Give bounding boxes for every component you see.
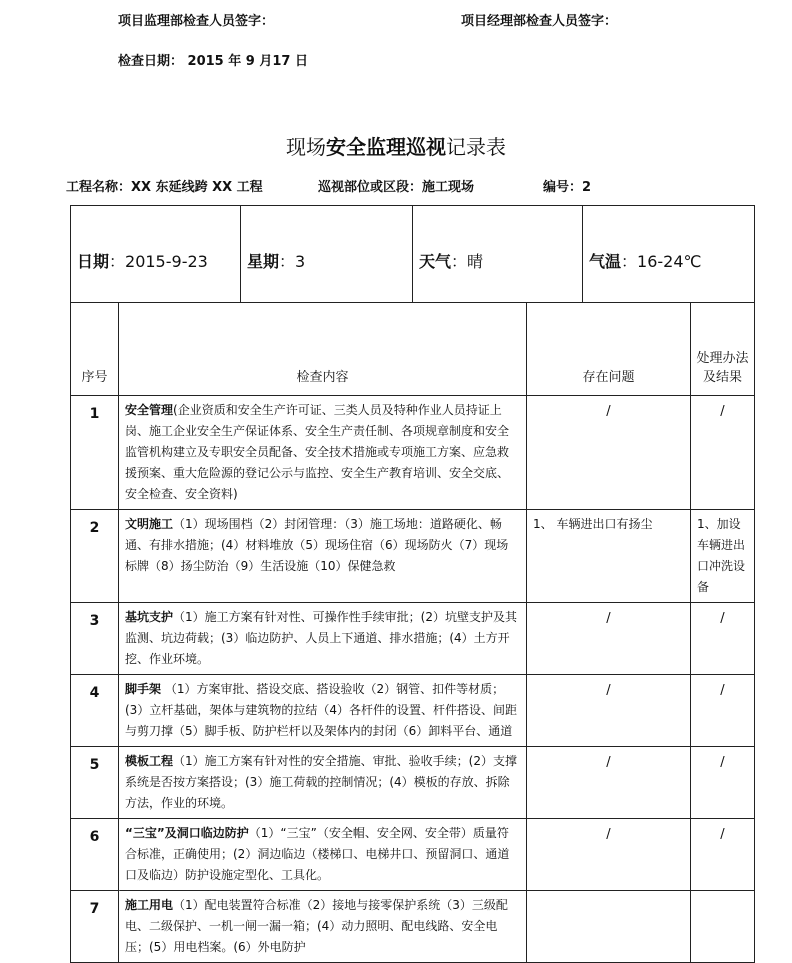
check-content: [119, 603, 527, 675]
row-number: 3: [71, 603, 119, 675]
check-item-title: 脚手架: [125, 682, 162, 696]
existing-issue: /: [527, 675, 691, 747]
row-number: 1: [71, 396, 119, 510]
check-content: [119, 675, 527, 747]
table-row: [71, 396, 755, 510]
row-number: 2: [71, 510, 119, 603]
existing-issue: /: [527, 603, 691, 675]
check-item-title: 文明施工: [125, 517, 174, 531]
weather-value: ：晴: [451, 251, 484, 271]
handling-result: /: [691, 396, 755, 510]
check-item-text: （1）现场围档（2）封闭管理：（3）施工场地：道路硬化、畅通、有排水措施；(4）材料堆放（5）现场住宿（6）现场防火（7）现场标牌（8）扬尘防治（9）生活设施（10）保健急救: [125, 517, 509, 573]
column-header: 序号: [71, 303, 119, 396]
column-header: 处理办法及结果: [691, 303, 755, 396]
check-content: [119, 819, 527, 891]
week-label: 星期: [247, 251, 280, 271]
temperature-label: 气温: [589, 251, 622, 271]
handling-result: /: [691, 675, 755, 747]
column-header: 存在问题: [527, 303, 691, 396]
check-item-text: （1）施工方案有针对性、可操作性手续审批；(2）坑壁支护及其监测、坑边荷载；(3）临边防护、人员上下通道、排水措施；(4）土方开挖、作业环境。: [125, 610, 517, 666]
table-row: [71, 891, 755, 963]
table-row: [71, 675, 755, 747]
manager-signature-label: 项目经理部检查人员签字：: [461, 14, 618, 29]
table-row: [71, 603, 755, 675]
week-value: ：3: [279, 251, 306, 271]
date-cell: [71, 206, 241, 303]
existing-issue: [527, 891, 691, 963]
check-item-text: （1）方案审批、搭设交底、搭设验收（2）钢管、扣件等材质；(3）立杆基础，架体与建筑物的拉结（4）各杆件的设置、杆件搭设、间距与剪刀撑（5）脚手板、防护栏杆以及架体内的封闭（6）卸料平台、通道: [125, 682, 517, 738]
row-number: 4: [71, 675, 119, 747]
temperature-cell: [583, 206, 755, 303]
row-number: 6: [71, 819, 119, 891]
supervision-signature-label: 项目监理部检查人员签字：: [118, 14, 275, 29]
check-content: [119, 510, 527, 603]
title-suffix: 记录表: [446, 135, 506, 159]
header-info-row: [71, 206, 755, 303]
check-content: [119, 396, 527, 510]
title-emphasis: 安全监理巡视: [326, 135, 446, 159]
check-date: 检查日期： 2015 年 9 月17 日: [118, 54, 308, 69]
check-item-title: 安全管理: [125, 403, 174, 417]
check-item-text: （1）施工方案有针对性的安全措施、审批、验收手续；(2）支撑系统是否按方案搭设；(3）施工荷载的控制情况；(4）模板的存放、拆除方法，作业的环境。: [125, 754, 517, 810]
title-prefix: 现场: [286, 135, 326, 159]
existing-issue: 1、 车辆进出口有扬尘: [527, 510, 691, 603]
table-row: [71, 819, 755, 891]
date-label: 日期: [77, 251, 110, 271]
project-name: 工程名称：XX 东延线跨 XX 工程: [66, 180, 263, 195]
week-cell: [241, 206, 413, 303]
check-item-title: “三宝”及洞口临边防护: [125, 826, 249, 840]
handling-result: 1、加设车辆进出口冲洗设备: [691, 510, 755, 603]
weather-cell: [413, 206, 583, 303]
check-item-title: 施工用电: [125, 898, 174, 912]
row-number: 7: [71, 891, 119, 963]
existing-issue: /: [527, 396, 691, 510]
check-content: [119, 891, 527, 963]
footer-mark: .: [118, 884, 121, 893]
column-header-row: [71, 303, 755, 396]
check-item-text: （1）“三宝”（安全帽、安全网、安全带）质量符合标准，正确使用；(2）洞边临边（楼梯口、电梯井口、预留洞口、通道口及临边）防护设施定型化、工具化。: [125, 826, 510, 882]
handling-result: /: [691, 603, 755, 675]
row-number: 5: [71, 747, 119, 819]
handling-result: [691, 891, 755, 963]
table-row: [71, 510, 755, 603]
handling-result: /: [691, 747, 755, 819]
check-item-text: (企业资质和安全生产许可证、三类人员及特种作业人员持证上岗、施工企业安全生产保证体系、安全生产责任制、各项规章制度和安全监管机构建立及专职安全员配备、安全技术措施或专项施工方案、应急救援预案、重大危险源的登记公示与监控、安全生产教育培训、安全交底、安全检查、安全资料): [125, 403, 510, 501]
date-value: ：2015-9-23: [109, 251, 208, 271]
page-title: [0, 131, 792, 160]
weather-label: 天气: [419, 251, 452, 271]
existing-issue: /: [527, 747, 691, 819]
temperature-value: ：16-24℃: [621, 251, 702, 271]
patrol-location: 巡视部位或区段：施工现场: [318, 180, 475, 195]
column-header: 检查内容: [119, 303, 527, 396]
handling-result: /: [691, 819, 755, 891]
check-item-title: 基坑支护: [125, 610, 174, 624]
check-item-text: （1）配电装置符合标准（2）接地与接零保护系统（3）三级配电、二级保护、一机一闸一漏一箱；(4）动力照明、配电线路、安全电压；(5）用电档案。(6）外电防护: [125, 898, 508, 954]
record-number: 编号：2: [543, 180, 592, 195]
check-item-title: 模板工程: [125, 754, 174, 768]
check-content: [119, 747, 527, 819]
table-row: [71, 747, 755, 819]
inspection-table: [70, 205, 755, 963]
existing-issue: /: [527, 819, 691, 891]
